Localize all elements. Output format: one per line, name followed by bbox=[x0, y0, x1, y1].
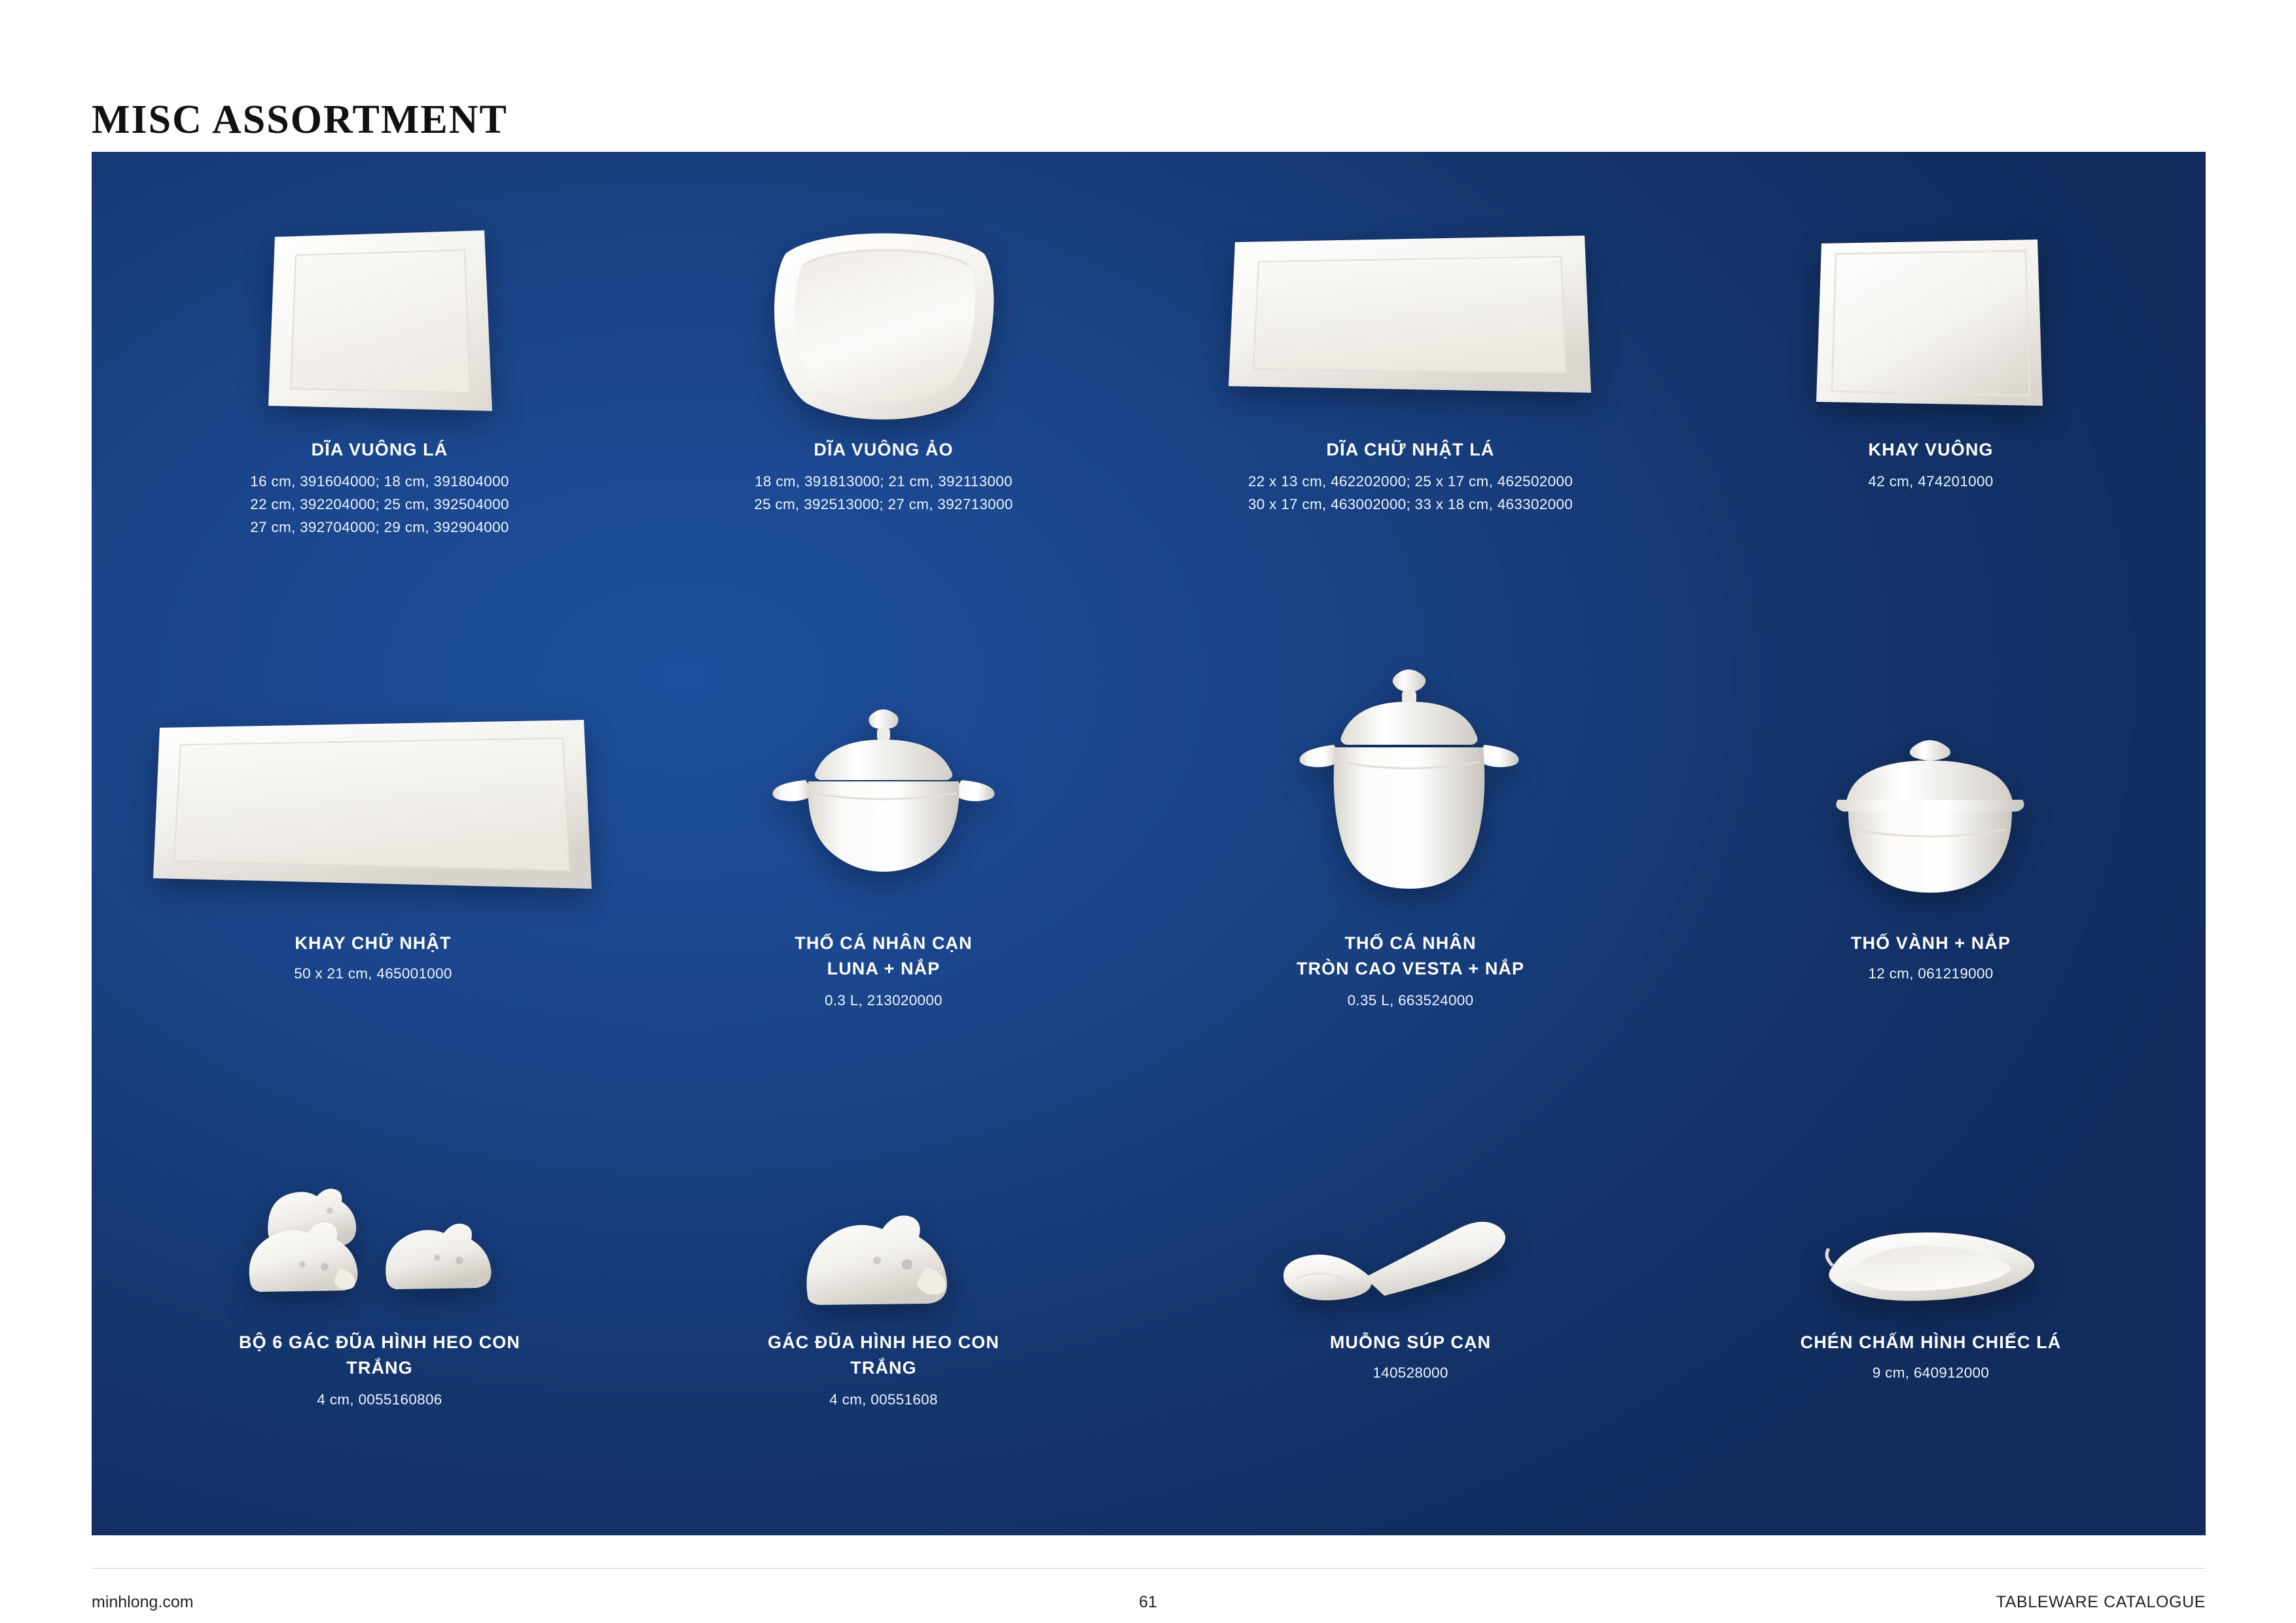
product-name-line: LUNA + NẮP bbox=[827, 959, 941, 979]
product-name: KHAY VUÔNG bbox=[1868, 440, 1994, 459]
rectangular-tray-icon bbox=[144, 702, 602, 924]
soup-spoon-icon bbox=[1266, 1205, 1554, 1323]
product-image-piglet-rest bbox=[635, 1120, 1132, 1323]
product-code-line: 42 cm, 474201000 bbox=[1868, 473, 1994, 490]
product-codes bbox=[1689, 471, 2173, 493]
product-name-line: BỘ 6 GÁC ĐŨA HÌNH HEO CON bbox=[238, 1332, 521, 1352]
product-codes bbox=[635, 471, 1132, 516]
page-title: MISC ASSORTMENT bbox=[92, 97, 508, 142]
product-card-bo-6-gac-dua-heo bbox=[118, 1120, 641, 1412]
product-code-line: 50 x 21 cm, 465001000 bbox=[294, 965, 452, 982]
product-image-rectangular-tray bbox=[105, 669, 641, 924]
product-code-line: 18 cm, 391813000; 21 cm, 392113000 bbox=[755, 473, 1013, 490]
product-name bbox=[118, 1330, 641, 1381]
product-name: DĨA CHỮ NHẬT LÁ bbox=[1326, 440, 1495, 459]
product-codes bbox=[118, 1389, 641, 1412]
product-code-line: 0.3 L, 213020000 bbox=[825, 992, 942, 1009]
rectangular-plate-icon bbox=[1221, 215, 1600, 431]
product-card-tho-ca-nhan-can-luna bbox=[635, 669, 1132, 1012]
product-image-square-plate bbox=[131, 169, 628, 431]
product-image-lidded-pot-shallow bbox=[635, 669, 1132, 924]
product-code-line: 4 cm, 00551608 bbox=[829, 1391, 938, 1408]
product-image-piglet-rest-set bbox=[118, 1120, 641, 1323]
product-name: MUỖNG SÚP CẠN bbox=[1329, 1332, 1492, 1352]
piglet-chopstick-rest-set-icon bbox=[236, 1173, 524, 1323]
product-name: DĨA VUÔNG ẢO bbox=[814, 440, 954, 459]
product-card-muong-sup-can bbox=[1139, 1120, 1682, 1385]
product-codes bbox=[105, 963, 641, 986]
product-code-line: 22 cm, 392204000; 25 cm, 392504000 bbox=[250, 496, 509, 513]
product-code-line: 30 x 17 cm, 463002000; 33 x 18 cm, 463302000 bbox=[1247, 496, 1573, 513]
product-code-line: 25 cm, 392513000; 27 cm, 392713000 bbox=[754, 496, 1013, 513]
rimmed-bowl-lid-icon bbox=[1800, 702, 2062, 924]
product-name bbox=[635, 931, 1132, 982]
product-card-tho-ca-nhan-tron-cao-vesta bbox=[1139, 649, 1682, 1012]
product-card-khay-chu-nhat bbox=[105, 669, 641, 986]
product-image-square-bowl-plate bbox=[635, 169, 1132, 431]
product-code-line: 16 cm, 391604000; 18 cm, 391804000 bbox=[250, 473, 509, 490]
product-code-line: 12 cm, 061219000 bbox=[1868, 965, 1994, 982]
product-name: DĨA VUÔNG LÁ bbox=[311, 440, 448, 459]
product-code-line: 140528000 bbox=[1372, 1364, 1448, 1382]
footer-website: minhlong.com bbox=[92, 1593, 194, 1611]
product-name-line: THỐ CÁ NHÂN CẠN bbox=[795, 933, 973, 953]
product-card-gac-dua-heo bbox=[635, 1120, 1132, 1412]
product-code-line: 22 x 13 cm, 462202000; 25 x 17 cm, 462502000 bbox=[1247, 473, 1573, 490]
product-image-rimmed-bowl-lid bbox=[1689, 669, 2173, 924]
lidded-pot-shallow-icon bbox=[743, 688, 1024, 924]
product-name-line: TRẮNG bbox=[850, 1358, 917, 1378]
product-card-dia-vuong-ao bbox=[635, 169, 1132, 516]
square-bowl-plate-icon bbox=[759, 215, 1008, 431]
product-codes bbox=[1139, 471, 1682, 516]
footer-catalogue-label: TABLEWARE CATALOGUE bbox=[1996, 1593, 2206, 1611]
footer-divider bbox=[92, 1568, 2206, 1569]
product-image-rectangular-plate bbox=[1139, 169, 1682, 431]
product-image-square-tray bbox=[1689, 169, 2173, 431]
product-codes bbox=[131, 471, 628, 539]
product-codes bbox=[635, 1389, 1132, 1412]
product-name-line: GÁC ĐŨA HÌNH HEO CON bbox=[767, 1332, 999, 1352]
product-name: CHÉN CHẤM HÌNH CHIẾC LÁ bbox=[1800, 1332, 2062, 1352]
leaf-dipping-dish-icon bbox=[1820, 1225, 2042, 1323]
product-name-line: THỐ CÁ NHÂN bbox=[1344, 933, 1477, 953]
product-code-line: 0.35 L, 663524000 bbox=[1347, 992, 1474, 1009]
product-card-tho-vanh-nap bbox=[1689, 669, 2173, 986]
square-plate-icon bbox=[262, 215, 497, 431]
product-image-lidded-pot-tall bbox=[1139, 649, 1682, 924]
product-codes bbox=[1139, 1362, 1682, 1385]
product-code-line: 27 cm, 392704000; 29 cm, 392904000 bbox=[250, 518, 509, 535]
product-card-khay-vuong bbox=[1689, 169, 2173, 493]
product-card-chen-cham-la bbox=[1689, 1120, 2173, 1385]
product-panel bbox=[92, 152, 2206, 1535]
product-card-dia-chu-nhat-la bbox=[1139, 169, 1682, 516]
product-name-line: TRẮNG bbox=[346, 1358, 413, 1378]
product-code-line: 9 cm, 640912000 bbox=[1872, 1364, 1990, 1382]
product-card-dia-vuong-la bbox=[131, 169, 628, 539]
product-name-line: TRÒN CAO VESTA + NẮP bbox=[1296, 959, 1525, 979]
product-codes bbox=[635, 990, 1132, 1012]
piglet-chopstick-rest-icon bbox=[785, 1192, 982, 1323]
lidded-pot-tall-icon bbox=[1263, 656, 1558, 924]
product-codes bbox=[1689, 963, 2173, 986]
product-codes bbox=[1139, 990, 1682, 1012]
product-image-soup-spoon bbox=[1139, 1120, 1682, 1323]
product-name: KHAY CHỮ NHẬT bbox=[295, 933, 452, 953]
product-grid bbox=[92, 152, 2206, 1535]
product-image-leaf-dish bbox=[1689, 1120, 2173, 1323]
square-tray-icon bbox=[1810, 215, 2052, 431]
product-name bbox=[1139, 931, 1682, 982]
product-name: THỐ VÀNH + NẮP bbox=[1850, 933, 2011, 953]
footer-page-number: 61 bbox=[1139, 1593, 1157, 1611]
product-name bbox=[635, 1330, 1132, 1381]
product-code-line: 4 cm, 0055160806 bbox=[317, 1391, 442, 1408]
product-codes bbox=[1689, 1362, 2173, 1385]
page-footer bbox=[0, 1568, 2296, 1623]
